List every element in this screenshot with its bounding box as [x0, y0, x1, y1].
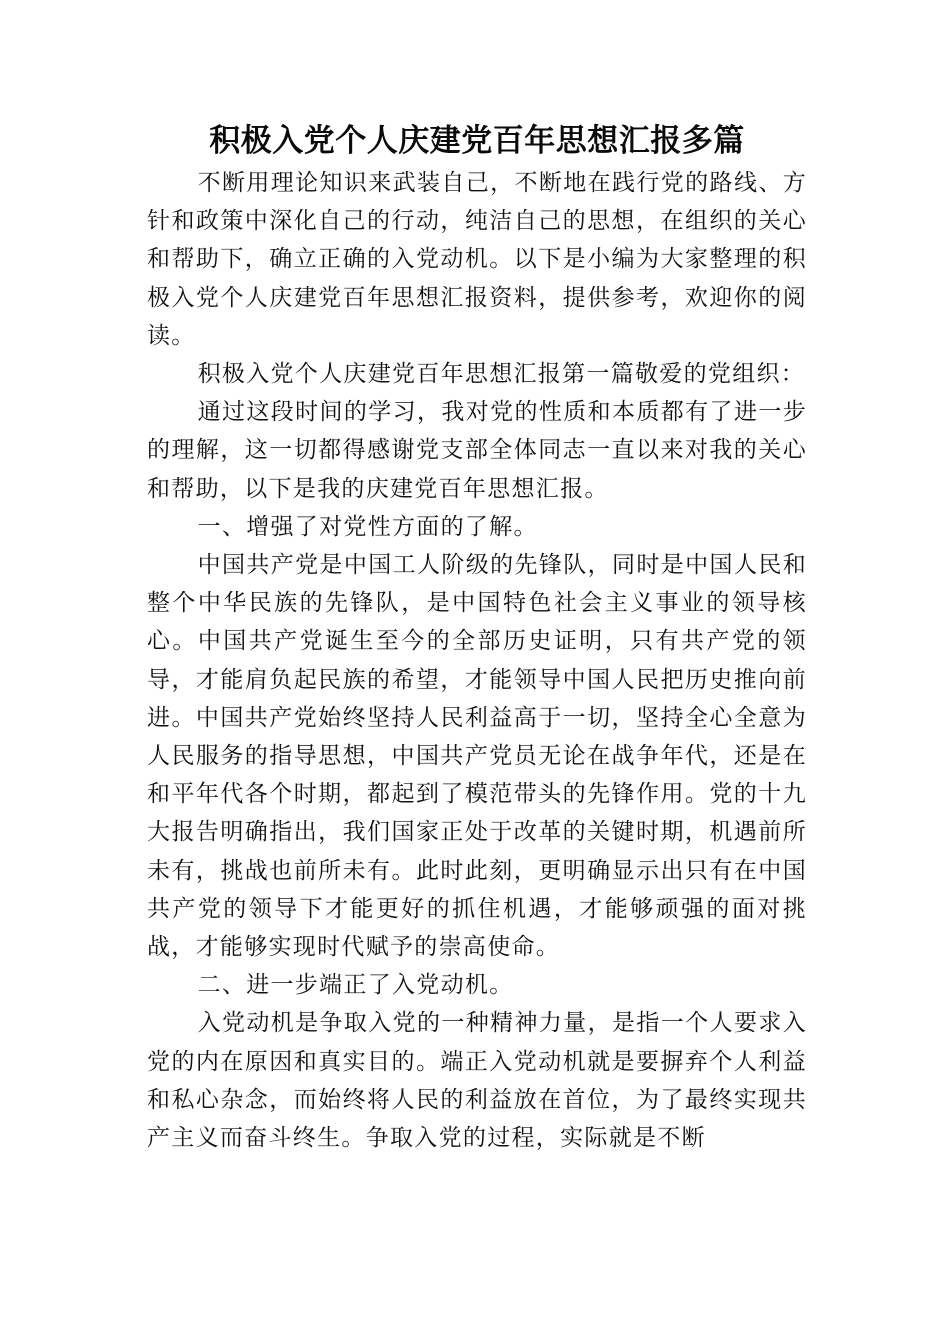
- section-heading-2: 二、进一步端正了入党动机。: [197, 972, 514, 999]
- paragraph-section-2: 入党动机是争取入党的一种精神力量，是指一个人要求入党的内在原因和真实目的。端正入党动机就是要摒弃个人利益和私心杂念，而始终将人民的利益放在首位，为了最终实现共产主义而奋斗终生。争取入党的过程，实际就是不断: [147, 1010, 807, 1152]
- paragraph-salutation: 积极入党个人庆建党百年思想汇报第一篇敬爱的党组织：: [197, 361, 806, 388]
- paragraph-opening: 通过这段时间的学习，我对党的性质和本质都有了进一步的理解，这一切都得感谢党支部全体同志一直以来对我的关心和帮助，以下是我的庆建党百年思想汇报。: [147, 399, 807, 502]
- paragraph-section-1: 中国共产党是中国工人阶级的先锋队，同时是中国人民和整个中华民族的先锋队，是中国特色社会主义事业的领导核心。中国共产党诞生至今的全部历史证明，只有共产党的领导，才能肩负起民族的希望，才能领导中国人民把历史推向前进。中国共产党始终坚持人民利益高于一切，坚持全心全意为人民服务的指导思想，中国共产党员无论在战争年代，还是在和平年代各个时期，都起到了模范带头的先锋作用。党的十九大报告明确指出，我们国家正处于改革的关键时期，机遇前所未有，挑战也前所未有。此时此刻，更明确显示出只有在中国共产党的领导下才能更好的抓住机遇，才能够顽强的面对挑战，才能够实现时代赋予的崇高使命。: [147, 552, 807, 961]
- document-title: 积极入党个人庆建党百年思想汇报多篇: [209, 123, 745, 159]
- document-page: [147, 118, 807, 1157]
- section-heading-1: 一、增强了对党性方面的了解。: [197, 513, 538, 540]
- paragraph-intro: 不断用理论知识来武装自己，不断地在践行党的路线、方针和政策中深化自己的行动，纯洁自己的思想，在组织的关心和帮助下，确立正确的入党动机。以下是小编为大家整理的积极入党个人庆建党百年思想汇报资料，提供参考，欢迎你的阅读。: [147, 170, 807, 349]
- document-body: [147, 164, 807, 1157]
